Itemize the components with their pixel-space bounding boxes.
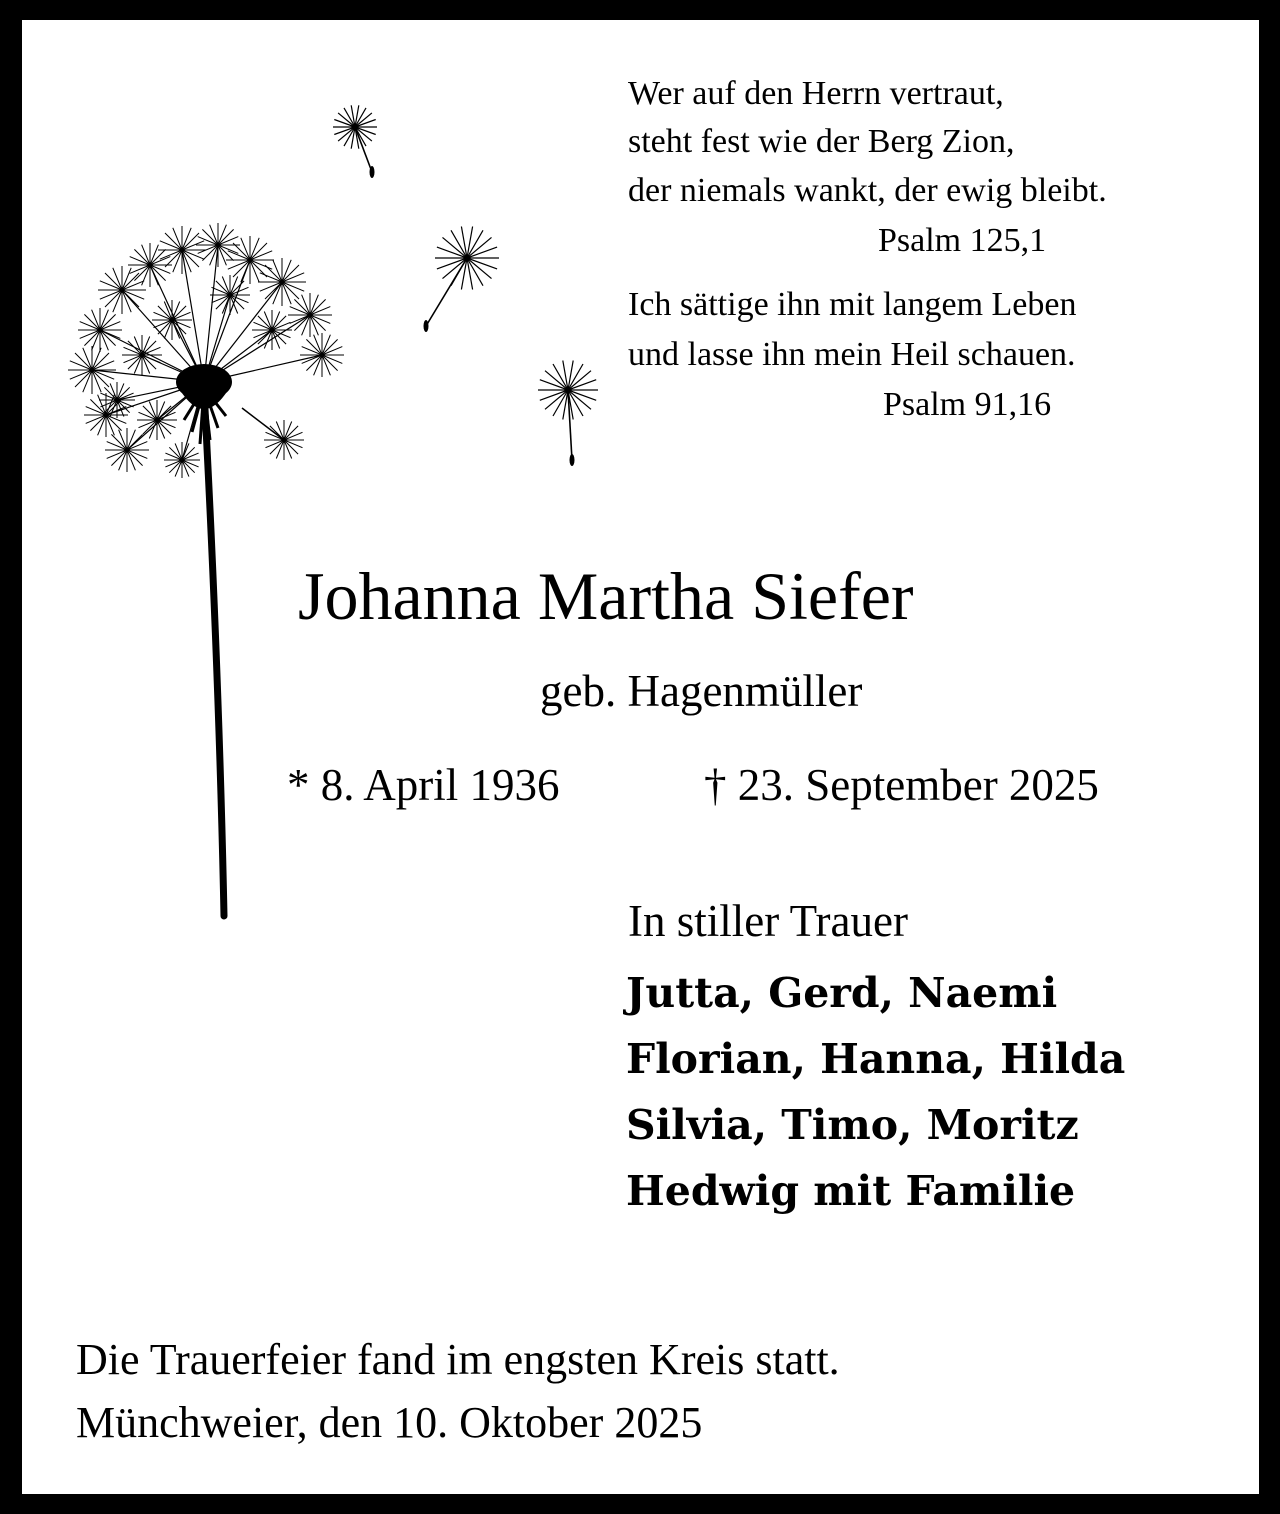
deceased-name: Johanna Martha Siefer — [298, 558, 914, 634]
verse1-line-1: Wer auf den Herrn vertraut, — [628, 75, 1004, 112]
obituary-card — [22, 20, 1259, 1494]
mourner-line-2: Florian, Hanna, Hilda — [626, 1035, 1126, 1083]
verse2-reference: Psalm 91,16 — [883, 386, 1052, 423]
verse1-line-3: der niemals wankt, der ewig bleibt. — [628, 172, 1107, 209]
dandelion-seeds — [333, 105, 598, 466]
mourner-line-1: Jutta, Gerd, Naemi — [626, 969, 1058, 1017]
verse2-line-1: Ich sättige ihn mit langem Leben — [628, 286, 1077, 323]
death-date: † 23. September 2025 — [704, 760, 1099, 810]
birth-date: * 8. April 1936 — [287, 760, 560, 810]
birth-name: geb. Hagenmüller — [540, 666, 863, 716]
verse1-reference: Psalm 125,1 — [878, 222, 1047, 259]
verse1-line-2: steht fest wie der Berg Zion, — [628, 123, 1015, 160]
mourner-line-4: Hedwig mit Familie — [626, 1167, 1076, 1215]
mourning-intro: In stiller Trauer — [628, 896, 908, 946]
dandelion-illustration — [22, 20, 1259, 1494]
place-date: Münchweier, den 10. Oktober 2025 — [76, 1398, 703, 1447]
service-note: Die Trauerfeier fand im engsten Kreis statt. — [76, 1335, 840, 1384]
mourner-line-3: Silvia, Timo, Moritz — [626, 1101, 1079, 1149]
verse2-line-2: und lasse ihn mein Heil schauen. — [628, 336, 1076, 373]
